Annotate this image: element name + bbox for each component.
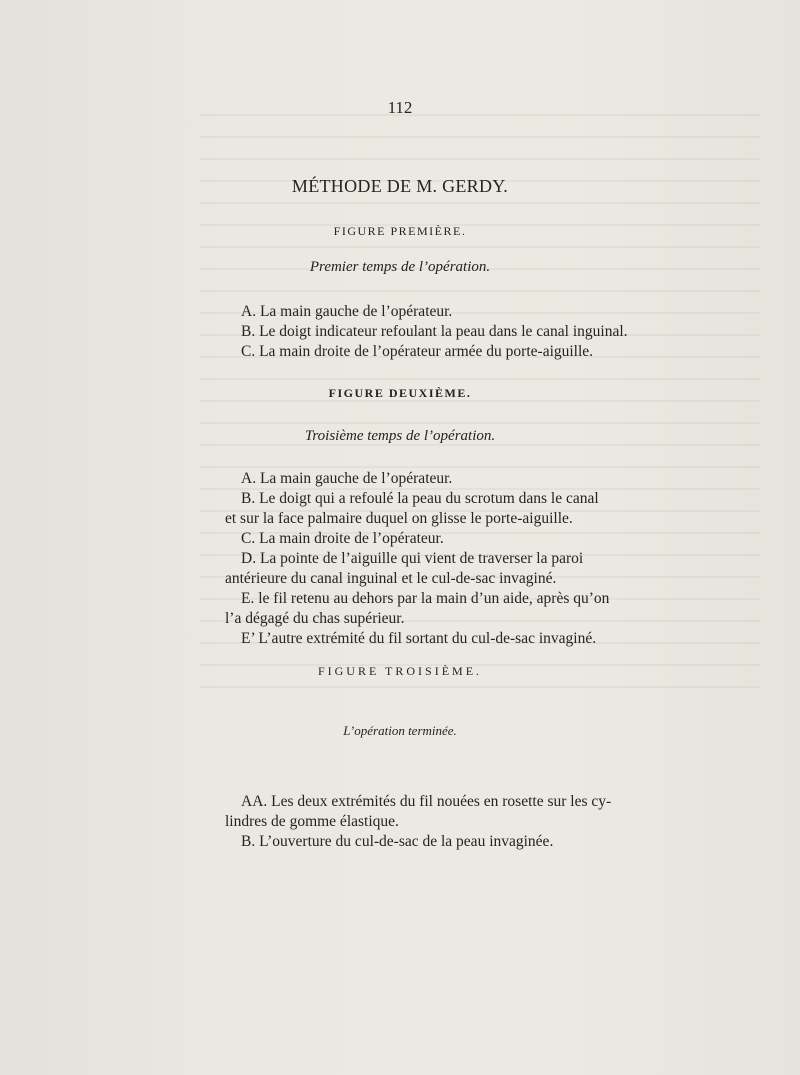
figure-2-item: et sur la face palmaire duquel on glisse le porte-aiguille. (225, 510, 573, 527)
figure-3-item: B. L’ouverture du cul-de-sac de la peau invaginée. (241, 833, 554, 850)
page-number: 112 (387, 98, 413, 117)
figure-2-subheading: Troisième temps de l’opération. (304, 428, 496, 444)
figure-2-heading: FIGURE DEUXIÈME. (328, 386, 472, 400)
figure-3-item: AA. Les deux extrémités du fil nouées en rosette sur les cy- (241, 793, 612, 810)
figure-1-item: B. Le doigt indicateur refoulant la peau dans le canal inguinal. (241, 323, 628, 340)
figure-1-item: C. La main droite de l’opérateur armée du porte-aiguille. (241, 343, 594, 360)
figure-3-item: lindres de gomme élastique. (225, 813, 399, 830)
figure-2-item: D. La pointe de l’aiguille qui vient de traverser la paroi (241, 550, 584, 567)
figure-1-subheading: Premier temps de l’opération. (309, 259, 491, 275)
figure-2-item: B. Le doigt qui a refoulé la peau du scrotum dans le canal (241, 490, 599, 507)
figure-3-subheading: L’opération terminée. (343, 723, 457, 738)
figure-1-heading: FIGURE PREMIÈRE. (333, 224, 467, 238)
page-title: MÉTHODE DE M. GERDY. (291, 176, 509, 196)
figure-2-item: E’ L’autre extrémité du fil sortant du cul-de-sac invaginé. (241, 630, 597, 647)
figure-2-item: E. le fil retenu au dehors par la main d’un aide, après qu’on (241, 590, 610, 607)
figure-2-item: C. La main droite de l’opérateur. (241, 530, 444, 547)
figure-3-heading: FIGURE TROISIÈME. (317, 664, 483, 678)
figure-1-item: A. La main gauche de l’opérateur. (241, 303, 453, 320)
figure-2-item: antérieure du canal inguinal et le cul-de-sac invaginé. (225, 570, 557, 587)
figure-2-item: A. La main gauche de l’opérateur. (241, 470, 453, 487)
figure-2-item: l’a dégagé du chas supérieur. (225, 610, 405, 627)
